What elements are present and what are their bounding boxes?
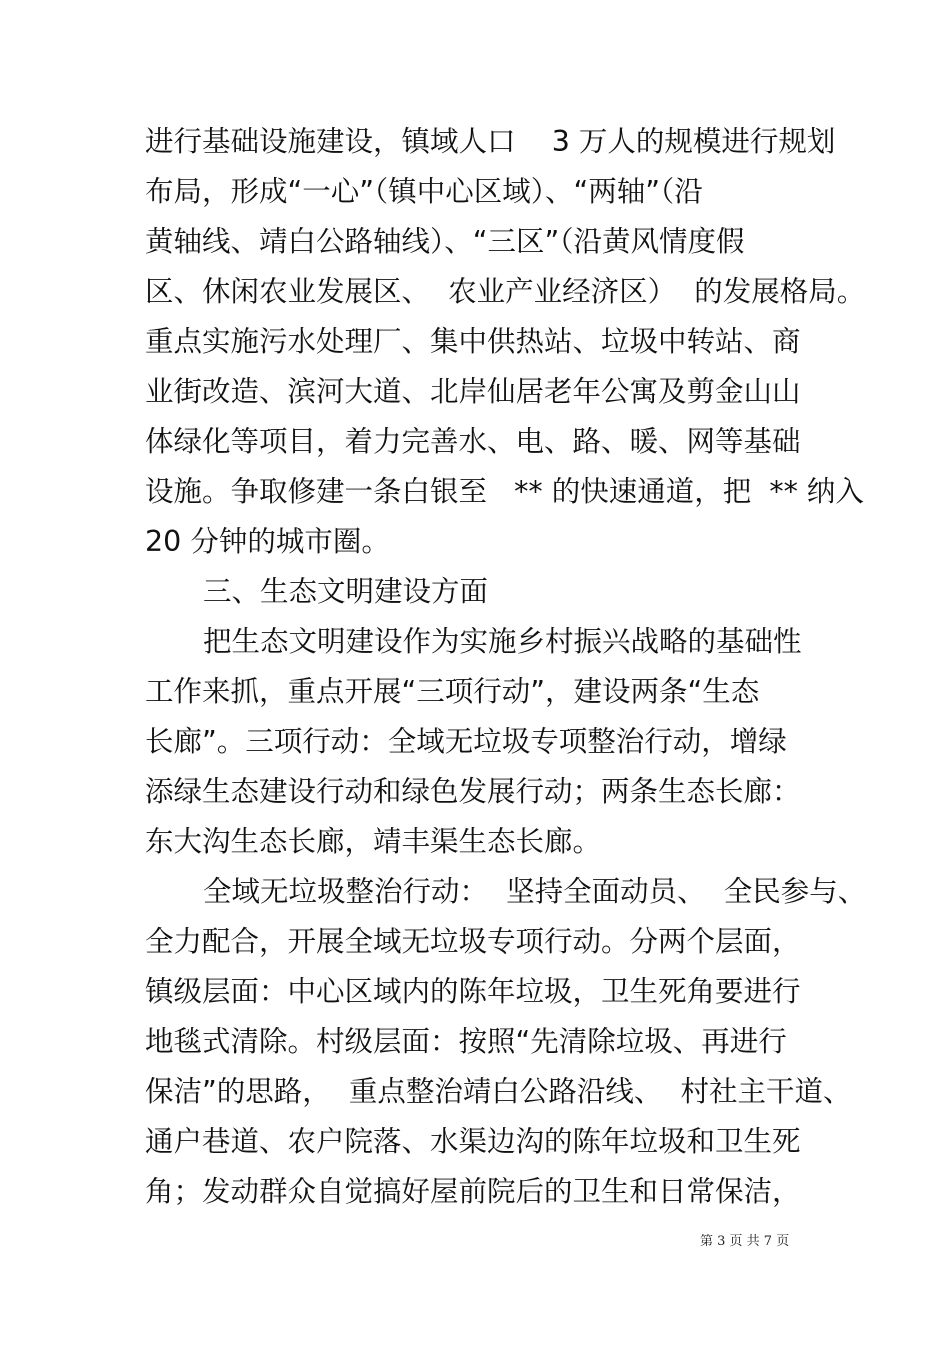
page-number-footer: 第 3 页 共 7 页	[700, 1234, 790, 1249]
body-line: 全域无垃圾整治行动： 坚持全面动员、 全民参与、	[203, 875, 867, 908]
section-heading: 三、生态文明建设方面	[203, 575, 489, 608]
body-line: 添绿生态建设行动和绿色发展行动；两条生态长廊：	[145, 775, 801, 808]
body-line: 黄轴线、靖白公路轴线）、“三区”（沿黄风情度假	[145, 225, 745, 258]
body-line: 体绿化等项目，着力完善水、电、路、暖、网等基础	[145, 425, 801, 458]
body-line: 角；发动群众自觉搞好屋前院后的卫生和日常保洁，	[145, 1175, 801, 1208]
body-line: 重点实施污水处理厂、集中供热站、垃圾中转站、商	[145, 325, 801, 358]
body-line: 东大沟生态长廊，靖丰渠生态长廊。	[145, 825, 602, 858]
body-line: 工作来抓，重点开展“三项行动”，建设两条“生态	[145, 675, 760, 708]
body-line: 通户巷道、农户院落、水渠边沟的陈年垃圾和卫生死	[145, 1125, 801, 1158]
body-line: 地毯式清除。村级层面：按照“先清除垃圾、再进行	[145, 1025, 787, 1058]
body-line: 进行基础设施建设，镇域人口 3 万人的规模进行规划	[145, 125, 836, 158]
body-line: 20 分钟的城市圈。	[145, 525, 390, 558]
body-line: 业街改造、滨河大道、北岸仙居老年公寓及剪金山山	[145, 375, 801, 408]
body-line: 全力配合，开展全域无垃圾专项行动。分两个层面，	[145, 925, 801, 958]
body-line: 布局，形成“一心”（镇中心区域）、“两轴”（沿	[145, 175, 703, 208]
body-line: 镇级层面：中心区域内的陈年垃圾，卫生死角要进行	[145, 975, 801, 1008]
body-line: 长廊”。三项行动：全域无垃圾专项整治行动，增绿	[145, 725, 787, 758]
body-line: 区、休闲农业发展区、 农业产业经济区） 的发展格局。	[145, 275, 866, 308]
body-line: 设施。争取修建一条白银至 ** 的快速通道，把 ** 纳入	[145, 475, 864, 508]
body-line: 保洁”的思路， 重点整治靖白公路沿线、 村社主干道、	[145, 1075, 852, 1108]
body-line: 把生态文明建设作为实施乡村振兴战略的基础性	[203, 625, 802, 658]
